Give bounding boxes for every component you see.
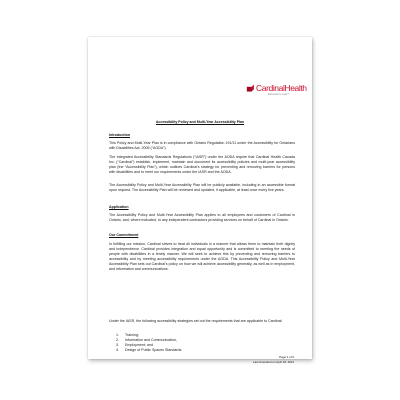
logo-wordmark	[256, 83, 307, 93]
section-heading-application: Application	[109, 205, 129, 209]
strategy-list	[116, 333, 182, 353]
list-item: 4. Design of Public Spaces Standards.	[116, 347, 183, 352]
list-item: 3. Employment; and	[116, 342, 153, 347]
document-page	[88, 37, 312, 364]
section-heading-introduction: Introduction	[109, 133, 130, 137]
list-item: 1. Training;	[116, 333, 139, 337]
section-heading-our-commitment: Our Commitment	[109, 233, 139, 237]
page-number: Page 1 of 6	[279, 355, 294, 359]
cardinal-health-logo	[246, 83, 307, 99]
logo-name: CardinalHealth	[256, 83, 307, 93]
paragraph-commitment-2: Under the IASR, the following accessibility strategies set out the requirements that are applicable to Cardinal:	[109, 319, 283, 323]
paragraph-intro-1: This Policy and Multi-Year Plan is in compliance with Ontario Regulation 191/11 under the Accessibility for Ontarians with Disabilities Act, 2005 (“AODA”).	[109, 141, 295, 150]
cardinal-health-logo-icon	[246, 84, 255, 93]
paragraph-intro-3: The Accessibility Policy and Multi-Year Accessibility Plan will be publicly available, including in an accessible format upon request. The Accessibility Plan will be reviewed and updated, if applicable, at least once every five years.	[109, 183, 295, 192]
paragraph-intro-2: The Integrated Accessibility Standards Regulations (“IASR”) under the AODA require that Cardinal Health Canada Inc. (“Cardinal”) establish, implement, maintain and document its accessibility policies and multi-year accessibility plan (the “Accessibility Plan”), which outlines Cardinal’s strategy for preventing and removing barriers for persons with disabilities and to meet our requirements under the IASR and the AODA.	[109, 155, 295, 174]
paragraph-application-1: The Accessibility Policy and Multi-Year Accessibility Plan applies to all employees and customers of Cardinal in Ontario, and, where indicated, to any independent contractors providing services on behalf of Cardinal in Ontario.	[109, 213, 295, 222]
last-amended-date: Last Amended on April 18, 2021	[253, 360, 294, 364]
logo-tagline: Essential to care™	[268, 93, 290, 96]
document-title: Accessibility Policy and Multi-Year Accessibility Plan	[155, 120, 245, 124]
list-item: 2. Information and Communication,	[116, 337, 177, 342]
paragraph-commitment-1: In fulfilling our mission, Cardinal strives to treat all individuals in a manner that allows them to maintain their dignity and independence. Cardinal provides integration and equal opportunity and is committed to meeting the needs of people with disabilities in a timely manner. We will seek to achieve this by preventing and removing barriers to accessibility and by meeting accessibility requirements under the AODA. This Accessibility Policy and Multi-Year Accessibility Plan sets out Cardinal’s policy on how we will achieve accessibility generally, as well as in employment, and information and communications.	[109, 242, 295, 271]
